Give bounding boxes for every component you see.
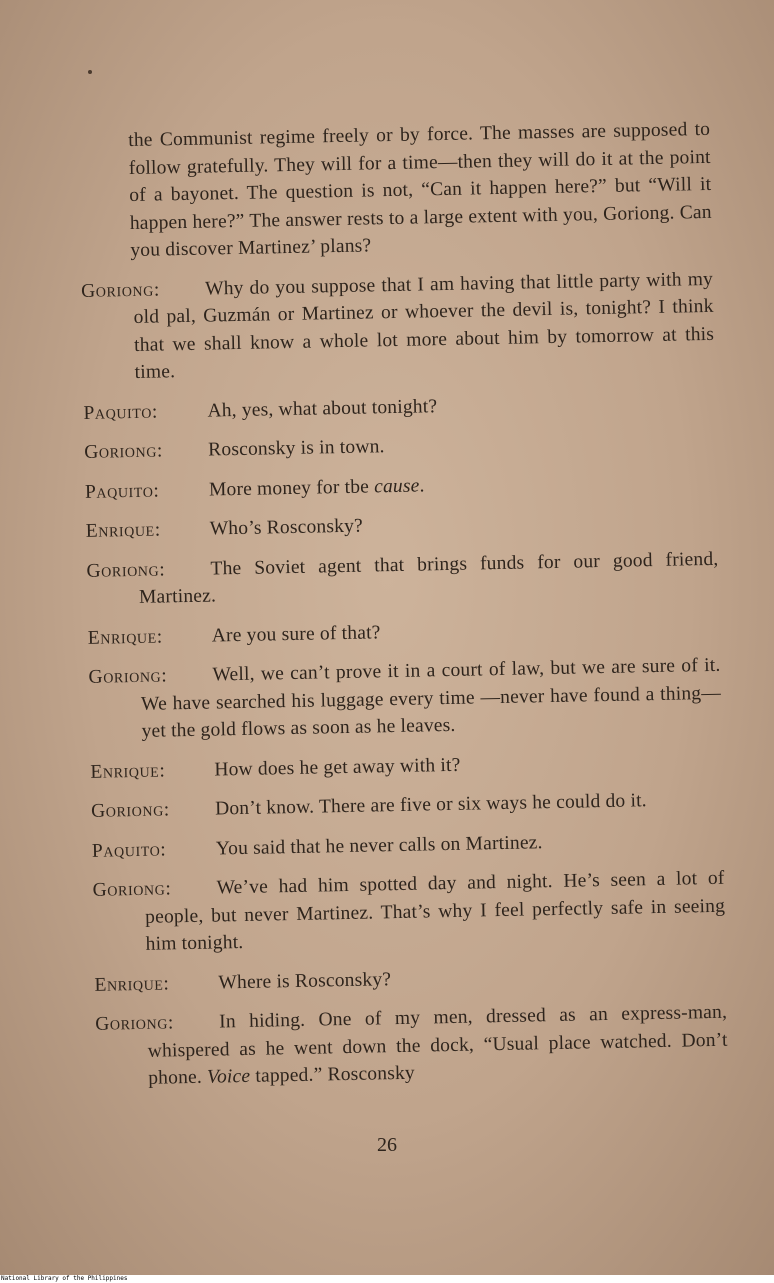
italic-word: Voice [206,1065,251,1088]
dialogue-text-end: tapped.” Rosconsky [255,1062,416,1087]
speaker-name: Goriong: [92,878,172,901]
dialogue-text: Where is Rosconsky? [218,968,392,993]
dialogue-line [88,612,720,652]
speaker-name: Enrique: [90,759,166,783]
speaker-name: Goriong: [86,558,166,582]
dialogue-line [88,652,721,747]
dialogue-text: Don’t know. There are five or six ways he could do it. [214,790,647,820]
italic-word: cause [373,475,420,497]
dialogue-line [84,427,716,467]
opening-line: the Communist regime freely or by force. The [128,122,512,152]
footer-bar [0,1275,774,1283]
dialogue-text: How does he get away with it? [214,754,461,780]
page-number: 26 [377,1134,397,1156]
opening-line: but “Will it happen here?” The answer rests to a large [129,173,712,234]
footer-credit: National Library of the Philippines [1,1275,128,1282]
dialogue-line [90,746,722,786]
opening-line: bayonet. The question is not, “Can it happen here?” [170,175,608,206]
opening-paragraph [78,116,713,266]
ink-speck [88,70,92,74]
speaker-name: Goriong: [84,440,164,463]
dialogue-line [85,466,717,506]
dialogue-line [92,825,724,865]
speaker-name: Paquito: [91,838,167,862]
dialogue-text: Why do you suppose that I am having that little party with my old pal, Guzmán or Martinez or whoever the devil is, tonight? I think that we shall know a whole lot more about him by tomorrow at this time. [133,268,715,383]
opening-line: plans? [320,235,372,258]
opening-line: extent with you, Goriong. Can you discover Martinez’ [130,201,712,262]
speaker-name: Paquito: [83,401,159,424]
speaker-name: Enrique: [85,519,161,542]
dialogue-line [85,506,717,546]
speaker-name: Enrique: [87,625,163,649]
dialogue-line [92,865,725,960]
text-block [78,116,728,1093]
dialogue-line [81,265,715,387]
speaker-name: Paquito: [84,480,160,503]
dialogue-text: Rosconsky is in town. [208,436,385,461]
dialogue-text: Well, we can’t prove it in a court of law, but we are sure of it. We have searched his luggage every time —never have found a thing—yet the gold flows as soon as he leaves. [140,654,722,742]
speaker-name: Goriong: [90,799,171,822]
speaker-name: Goriong: [88,665,168,688]
opening-line: masses are supposed to follow gratefully. They [128,118,711,179]
dialogue-text: The Soviet agent that brings funds for our good friend, Martinez. [138,548,719,608]
dialogue-line [83,387,715,427]
dialogue-text: Ah, yes, what about tonight? [207,395,438,422]
dialogue-line [94,959,726,999]
dialogue-text: Who’s Rosconsky? [209,515,364,540]
dialogue-text: You said that he never calls on Martinez. [215,831,543,859]
dialogue-text: In hiding. One of my men, dressed as an express-man, whispered as he went down the dock, “Usual place watched. Don’t phone. [147,1001,728,1089]
dialogue-text: Are you sure of that? [211,621,381,647]
speaker-name: Enrique: [94,972,170,996]
opening-line: will for a time—then they will do it at the point of a [129,146,711,207]
dialogue-text: We’ve had him spotted day and night. He’s seen a lot of people, but never Martinez. That’s why I feel perfectly safe in seeing him tonight. [144,867,726,955]
dialogue-line [86,545,719,612]
dialogue-line [91,786,723,826]
dialogue-line [95,999,728,1094]
dialogue-text-end: . [419,474,425,497]
speaker-name: Goriong: [95,1012,175,1035]
speaker-name: Goriong: [80,278,161,302]
dialogue-text: More money for tbe [208,475,370,501]
